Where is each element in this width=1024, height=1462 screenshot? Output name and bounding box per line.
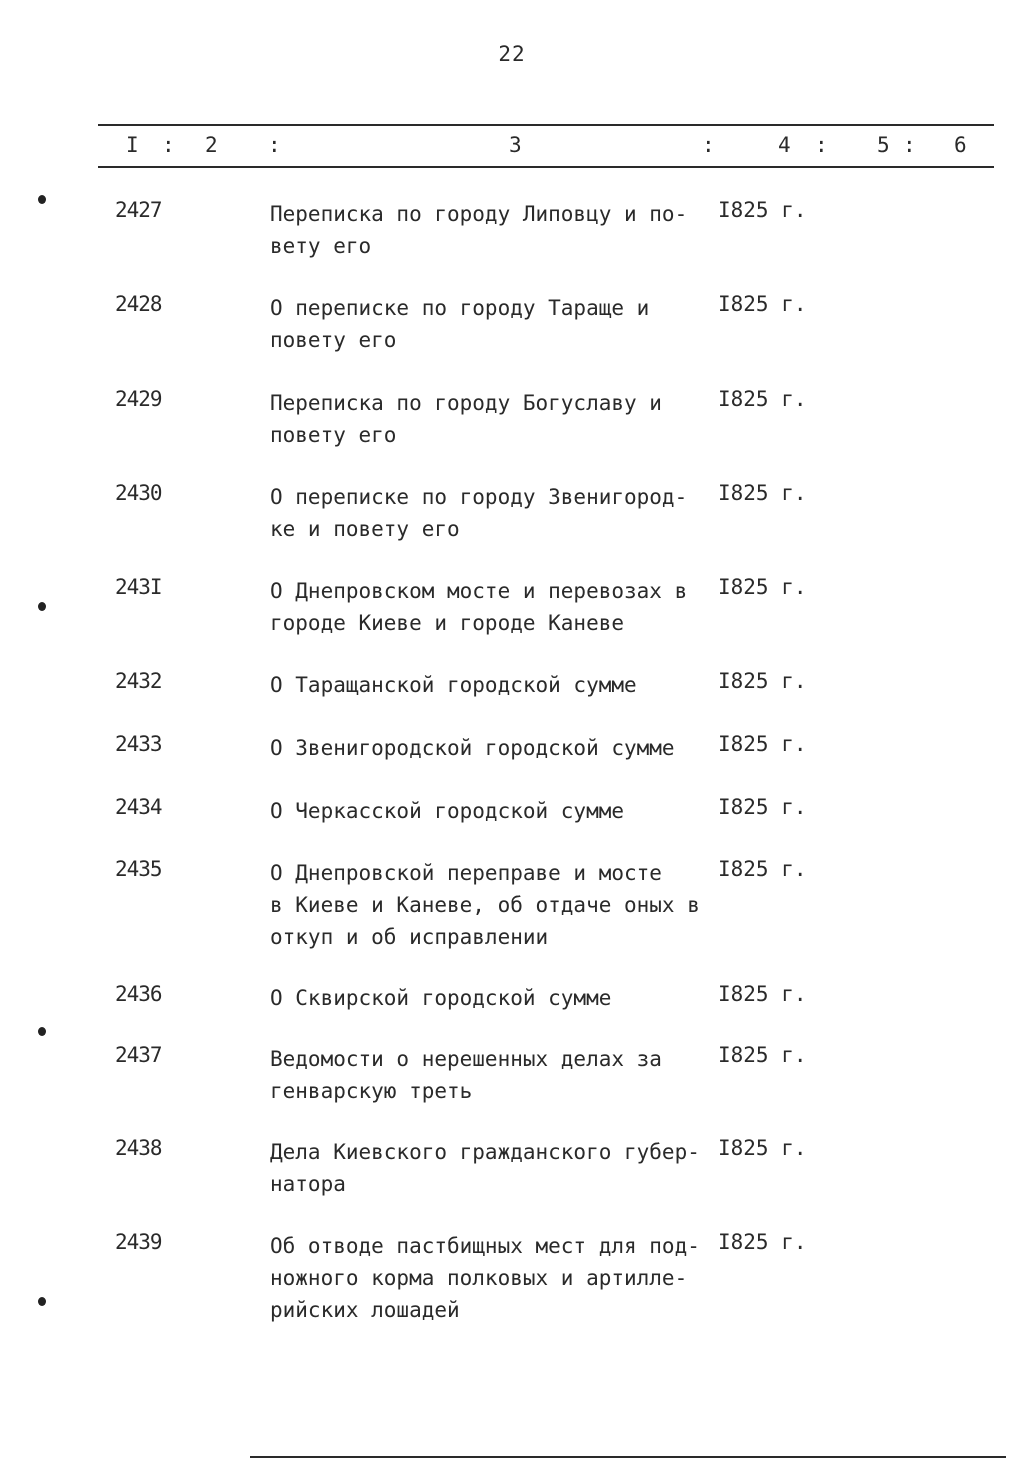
entry-number: 2429 — [115, 387, 162, 411]
column-separator: : — [903, 133, 916, 157]
entry-number: 2434 — [115, 795, 162, 819]
column-separator: : — [815, 133, 828, 157]
entry-year: I825 г. — [718, 575, 807, 599]
column-header-3: 3 — [509, 133, 522, 157]
entry-year: I825 г. — [718, 387, 807, 411]
binding-hole-mark — [38, 1027, 46, 1036]
entry-year: I825 г. — [718, 198, 807, 222]
table-top-rule — [98, 124, 994, 126]
binding-hole-mark — [38, 1297, 46, 1306]
entry-number: 243I — [115, 575, 162, 599]
entry-year: I825 г. — [718, 1043, 807, 1067]
entry-year: I825 г. — [718, 732, 807, 756]
entry-title: Об отводе пастбищных мест для под- ножного корма полковых и артилле- рийских лошадей — [270, 1234, 700, 1322]
entry-title: О Звенигородской городской сумме — [270, 736, 675, 760]
entry-title: О переписке по городу Звенигород- ке и повету его — [270, 485, 688, 541]
entry-title: Переписка по городу Богуславу и повету его — [270, 391, 662, 447]
page-bottom-rule — [250, 1456, 1006, 1458]
column-header-1: I — [126, 133, 139, 157]
entry-number: 2439 — [115, 1230, 162, 1254]
entry-title: Переписка по городу Липовцу и по- вету его — [270, 202, 688, 258]
entry-title: О Днепровском мосте и перевозах в городе Киеве и городе Каневе — [270, 579, 688, 635]
entry-year: I825 г. — [718, 795, 807, 819]
entry-number: 2430 — [115, 481, 162, 505]
column-header-6: 6 — [954, 133, 967, 157]
entry-title: О Таращанской городской сумме — [270, 673, 637, 697]
column-separator: : — [702, 133, 715, 157]
column-separator: : — [268, 133, 281, 157]
entry-number: 2436 — [115, 982, 162, 1006]
entry-title: Дела Киевского гражданского губер- натора — [270, 1140, 700, 1196]
entry-number: 2438 — [115, 1136, 162, 1160]
binding-hole-mark — [38, 602, 46, 611]
entry-title: О переписке по городу Тараще и повету его — [270, 296, 650, 352]
entry-year: I825 г. — [718, 982, 807, 1006]
entry-title: О Сквирской городской сумме — [270, 986, 612, 1010]
entry-year: I825 г. — [718, 481, 807, 505]
entry-number: 2427 — [115, 198, 162, 222]
entry-year: I825 г. — [718, 1230, 807, 1254]
entry-year: I825 г. — [718, 292, 807, 316]
entry-number: 2433 — [115, 732, 162, 756]
column-header-4: 4 — [778, 133, 791, 157]
entry-title: Ведомости о нерешенных делах за генварскую треть — [270, 1047, 662, 1103]
entry-number: 2437 — [115, 1043, 162, 1067]
entry-title: О Днепровской переправе и мосте в Киеве и Каневе, об отдаче оных в откуп и об исправлении — [270, 861, 700, 949]
page-number: 22 — [498, 42, 526, 66]
entry-year: I825 г. — [718, 857, 807, 881]
binding-hole-mark — [38, 195, 46, 204]
entry-number: 2428 — [115, 292, 162, 316]
column-separator: : — [162, 133, 175, 157]
table-header-rule — [98, 166, 994, 168]
entry-year: I825 г. — [718, 669, 807, 693]
entry-title: О Черкасской городской сумме — [270, 799, 625, 823]
column-header-5: 5 — [877, 133, 890, 157]
entry-number: 2435 — [115, 857, 162, 881]
column-header-2: 2 — [205, 133, 218, 157]
entry-year: I825 г. — [718, 1136, 807, 1160]
entry-number: 2432 — [115, 669, 162, 693]
